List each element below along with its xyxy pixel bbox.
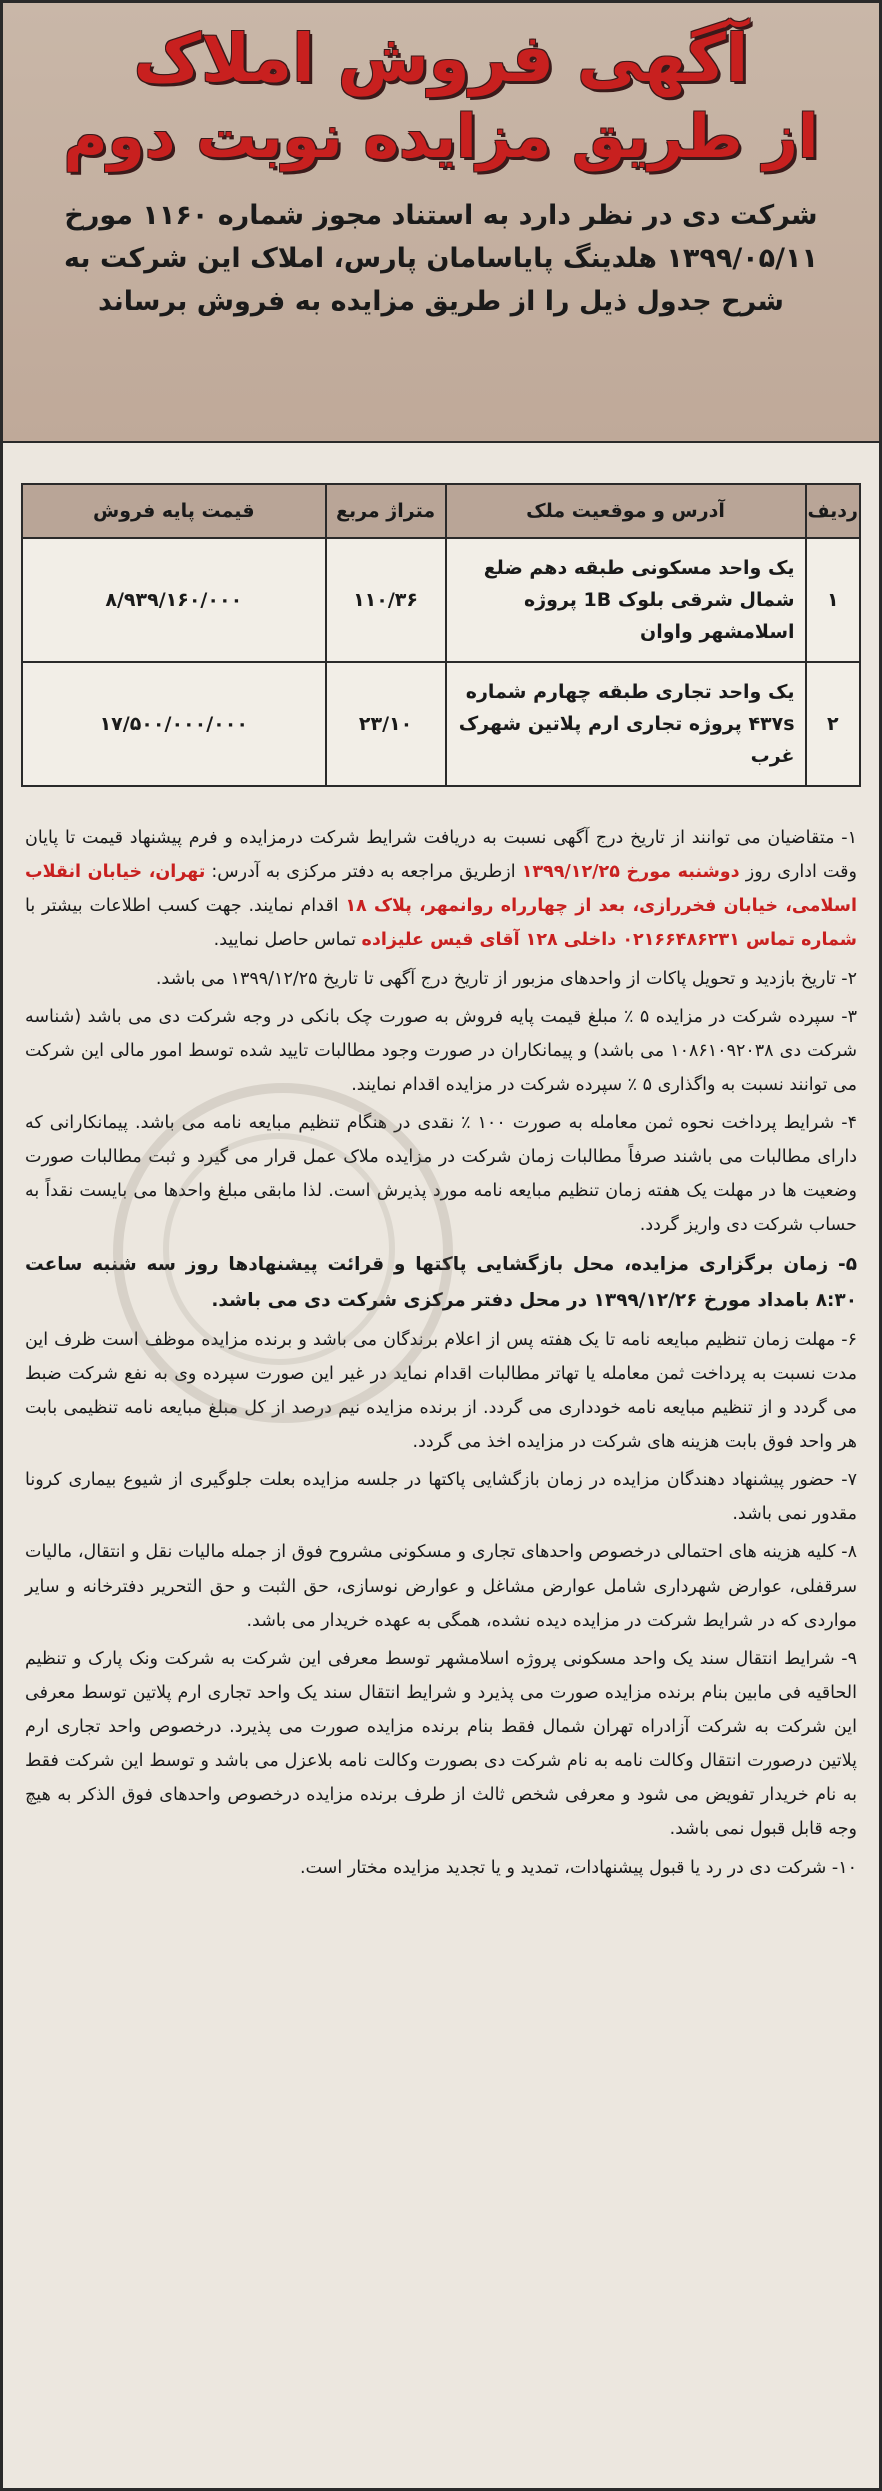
- condition-item-7: ۷- حضور پیشنهاد دهندگان مزایده در زمان بازگشایی پاکتها در جلسه مزایده بعلت جلوگیری از شیوع بیماری کرونا مقدور نمی باشد.: [25, 1470, 857, 1525]
- ad-title-line1: آگهی فروش املاک: [133, 20, 749, 97]
- col-header-address: آدرس و موقعیت ملک: [446, 484, 806, 538]
- property-table-wrap: [21, 483, 861, 787]
- condition-1-phone: شماره تماس ۰۲۱۶۶۴۸۶۲۳۱ داخلی ۱۲۸ آقای قیس علیزاده: [361, 930, 857, 951]
- condition-item-6: ۶- مهلت زمان تنظیم مبایعه نامه تا یک هفته پس از اعلام برندگان می باشد و برنده مزایده موظف است ظرف این مدت نسبت به پرداخت ثمن معامله یا تهاتر مطالبات اقدام نماید در غیر این صورت سپرده وی به نفع شرکت ضبط می گردد و از تنظیم مبایعه نامه خودداری می گردد. از برنده مزایده نیم درصد از کل مبلغ مبایعه نامه تنظیمی بابت هر واحد فوق بابت هزینه های شرکت در مزایده اخذ می گردد.: [25, 1329, 857, 1452]
- cell-area: ۲۳/۱۰: [326, 662, 446, 786]
- condition-item-3: ۳- سپرده شرکت در مزایده ۵ ٪ مبلغ قیمت پایه فروش به صورت چک بانکی در وجه شرکت دی می باشد (شناسه شرکت دی ۱۰۸۶۱۰۹۲۰۳۸ می باشد) و پیمانکاران در صورت وجود مطالبات تایید شده توسط امور مالی این شرکت می توانند نسبت به واگذاری ۵ ٪ سپرده شرکت در مزایده اقدام نمایند.: [25, 1006, 858, 1095]
- table-row: [22, 662, 860, 786]
- condition-1-deadline: دوشنبه مورخ ۱۳۹۹/۱۲/۲۵: [521, 862, 740, 883]
- condition-item-4: ۴- شرایط پرداخت نحوه ثمن معامله به صورت ۱۰۰ ٪ نقدی در هنگام تنظیم مبایعه نامه می باشد. پیمانکارانی که دارای مطالبات می باشند صرفاً مطالبات زمان شرکت در مزایده ملاک عمل قرار می گیرد و ثبت مطالبات صورت وضعیت ها در مهلت یک هفته زمان تنظیم مبایعه نامه مورد پذیرش است. لذا مابقی مبلغ واحدها می بایست نقداً به حساب شرکت دی واریز گردد.: [25, 1113, 858, 1236]
- condition-item-8: ۸- کلیه هزینه های احتمالی درخصوص واحدهای تجاری و مسکونی مشروح فوق از جمله مالیات نقل و انتقال، مالیات سرقفلی، عوارض شهرداری شامل عوارض مشاغل و عوارض نوسازی، حق الثبت و حق التحریر دفترخانه و سایر مواردی که در شرایط شرکت در مزایده دیده نشده، همگی به عهده خریدار می باشد.: [25, 1542, 857, 1631]
- ad-header: [3, 3, 879, 443]
- condition-item-9: ۹- شرایط انتقال سند یک واحد مسکونی پروژه اسلامشهر توسط معرفی این شرکت به شرکت ونک پارک و تنظیم الحاقیه فی مابین بنام برنده مزایده صورت می پذیرد و شرایط انتقال سند یک واحد تجاری ارم پلاتین توسط معرفی این شرکت به شرکت آزادراه تهران شمال فقط بنام برنده مزایده صورت می پذیرد. درخصوص واحد تجاری ارم پلاتین درصورت انتقال وکالت نامه به نام شرکت دی بصورت وکالت نامه بلاعزل می باشد و توسط این شرکت فقط به نام خریدار تفویض می شود و معرفی شخص ثالث از طرف برنده مزایده درخصوص واحدهای فوق الذکر به هیچ وجه قابل قبول نمی باشد.: [25, 1648, 857, 1840]
- condition-1-address: تهران، خیابان انقلاب اسلامی، خیابان فخررازی، بعد از چهارراه روانمهر، پلاک ۱۸: [25, 862, 857, 917]
- col-header-area: متراژ مربع: [326, 484, 446, 538]
- col-header-row-no: ردیف: [806, 484, 860, 538]
- cell-row-no: ۲: [806, 662, 860, 786]
- table-header-row: [22, 484, 860, 538]
- conditions-list: [25, 821, 857, 1885]
- table-row: [22, 538, 860, 662]
- cell-address: یک واحد مسکونی طبقه دهم ضلع شمال شرقی بلوک 1B پروژه اسلامشهر واوان: [446, 538, 806, 662]
- condition-1-text-e: تماس حاصل نمایید.: [213, 930, 356, 951]
- condition-item-1: [25, 821, 857, 958]
- condition-item-5: ۵- زمان برگزاری مزایده، محل بازگشایی پاکتها و قرائت پیشنهادها روز سه شنبه ساعت ۸:۳۰ بامداد مورخ ۱۳۹۹/۱۲/۲۶ در محل دفتر مرکزی شرکت دی می باشد.: [25, 1253, 857, 1311]
- condition-1-text-c: اقدام نمایند.: [248, 896, 339, 917]
- condition-1-text-b: ازطریق مراجعه به دفتر مرکزی به آدرس:: [211, 862, 516, 883]
- col-header-price: قیمت پایه فروش: [22, 484, 326, 538]
- cell-area: ۱۱۰/۳۶: [326, 538, 446, 662]
- ad-intro: شرکت دی در نظر دارد به استناد مجوز شماره ۱۱۶۰ مورخ ۱۳۹۹/۰۵/۱۱ هلدینگ پایاسامان پارس، املاک این شرکت به شرح جدول ذیل را از طریق مزایده به فروش برساند: [64, 199, 818, 318]
- condition-1-text-d: جهت کسب اطلاعات بیشتر با: [25, 896, 242, 917]
- condition-item-10: ۱۰- شرکت دی در رد یا قبول پیشنهادات، تمدید و یا تجدید مزایده مختار است.: [299, 1857, 857, 1878]
- cell-row-no: ۱: [806, 538, 860, 662]
- cell-price: ۱۷/۵۰۰/۰۰۰/۰۰۰: [22, 662, 326, 786]
- cell-address: یک واحد تجاری طبقه چهارم شماره ۴۳۷s پروژه تجاری ارم پلاتین شهرک غرب: [446, 662, 806, 786]
- cell-price: ۸/۹۳۹/۱۶۰/۰۰۰: [22, 538, 326, 662]
- property-table: [21, 483, 861, 787]
- condition-1-text-a: ۱- متقاضیان می توانند از تاریخ درج آگهی نسبت به دریافت شرایط شرکت درمزایده و فرم پیشنهاد قیمت تا پایان وقت اداری روز: [25, 828, 857, 883]
- ad-title-line2: از طریق مزایده نوبت دوم: [63, 101, 819, 172]
- condition-item-2: ۲- تاریخ بازدید و تحویل پاکات از واحدهای مزبور از تاریخ درج آگهی تا تاریخ ۱۳۹۹/۱۲/۲۵ می باشد.: [155, 968, 857, 989]
